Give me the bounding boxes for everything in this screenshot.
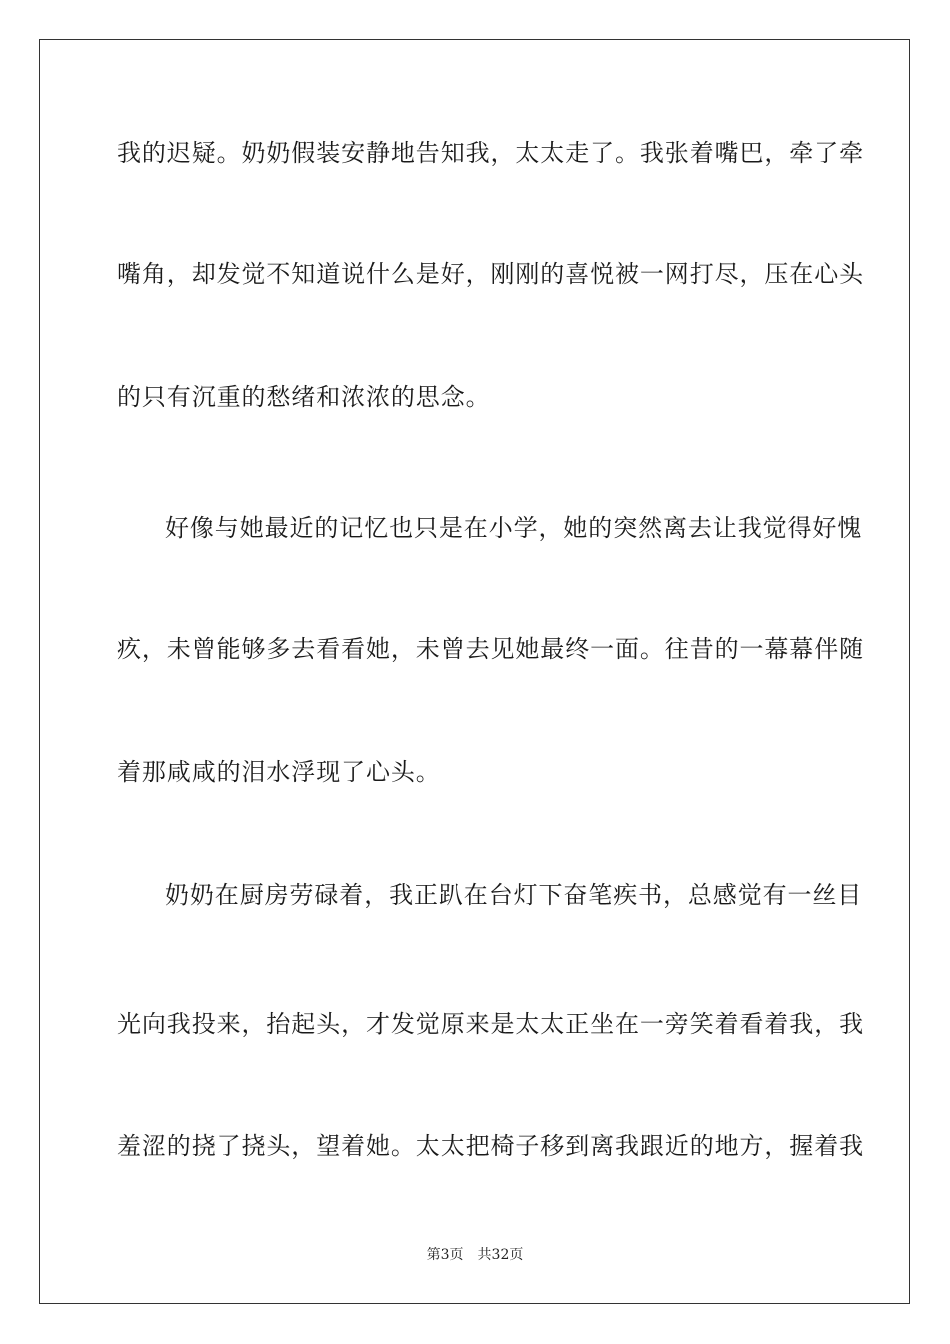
page-number: 第3页: [426, 1247, 464, 1263]
text-line: 羞涩的挠了挠头，望着她。太太把椅子移到离我跟近的地方，握着我: [117, 1132, 864, 1160]
page-footer: [0, 1245, 950, 1265]
page-border: [39, 39, 910, 1304]
text-line: 光向我投来，抬起头，才发觉原来是太太正坐在一旁笑着看着我，我: [117, 1010, 864, 1038]
paragraph-first-line: 好像与她最近的记忆也只是在小学，她的突然离去让我觉得好愧: [165, 514, 863, 542]
paragraph-first-line: 奶奶在厨房劳碌着，我正趴在台灯下奋笔疾书，总感觉有一丝目: [165, 881, 863, 909]
text-line: 我的迟疑。奶奶假装安静地告知我，太太走了。我张着嘴巴，牵了牵: [117, 139, 864, 167]
page-total: 共32页: [477, 1247, 524, 1263]
text-line: 的只有沉重的愁绪和浓浓的思念。: [117, 383, 491, 411]
text-line: 嘴角，却发觉不知道说什么是好，刚刚的喜悦被一网打尽，压在心头: [117, 260, 864, 288]
text-line: 疚，未曾能够多去看看她，未曾去见她最终一面。往昔的一幕幕伴随: [117, 635, 864, 663]
text-line: 着那咸咸的泪水浮现了心头。: [117, 758, 441, 786]
